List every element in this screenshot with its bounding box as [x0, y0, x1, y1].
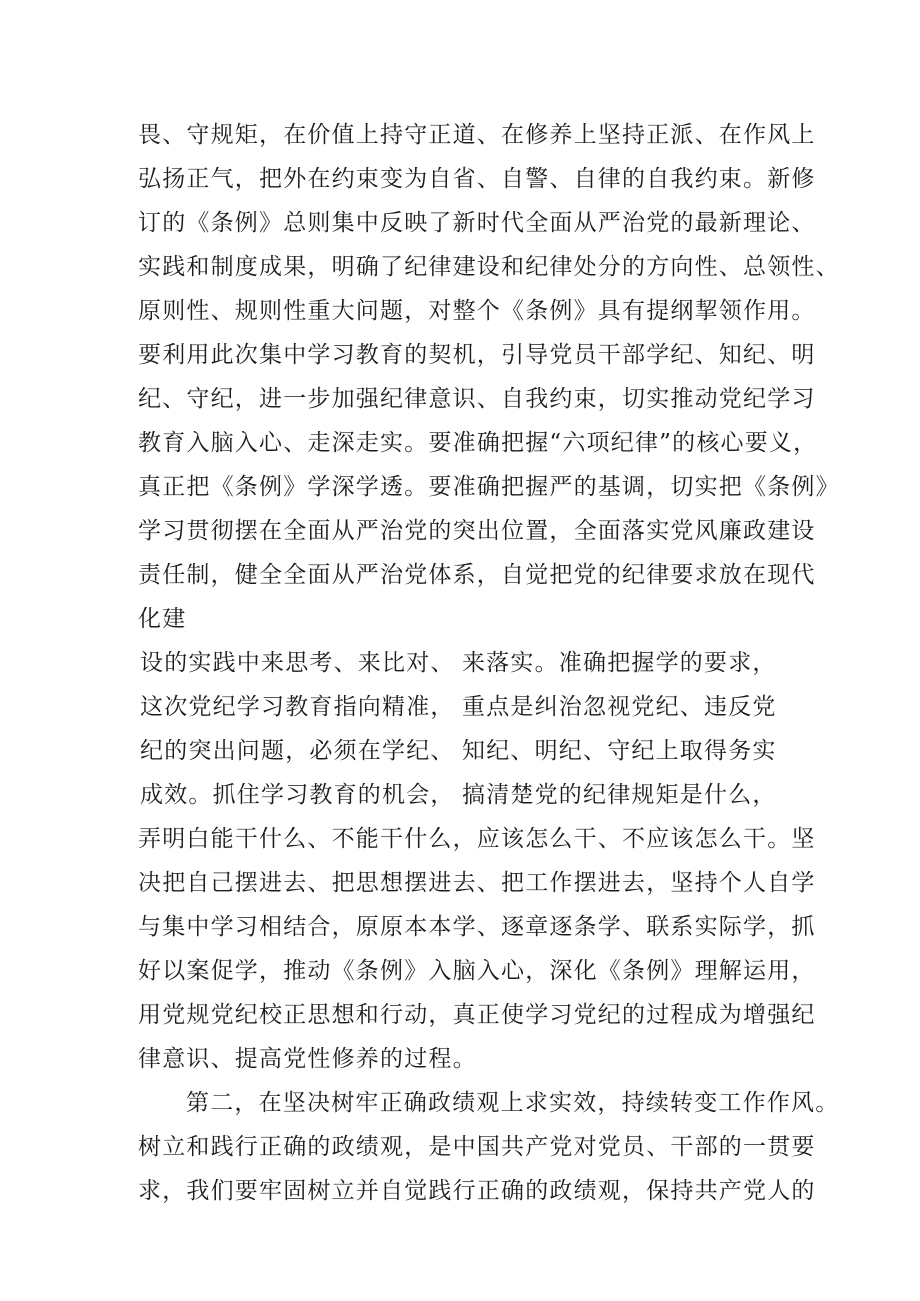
text-line: 求，我们要牢固树立并自觉践行正确的政绩观，保持共产党人的 [138, 1178, 816, 1204]
split-line-right: 重点是纠治忽视党纪、违反党 [462, 694, 777, 720]
text-line: 真正把《条例》学深学透。要准确把握严的基调，切实把《条例》 [138, 474, 840, 500]
text-line: 决把自己摆进去、把思想摆进去、把工作摆进去，坚持个人自学 [138, 870, 816, 896]
paragraph-first-line: 第二，在坚决树牢正确政绩观上求实效，持续转变工作作风。 [186, 1090, 840, 1116]
split-line-left: 设的实践中来思考、来比对、 [140, 650, 455, 676]
text-line: 学习贯彻摆在全面从严治党的突出位置，全面落实党风廉政建设 [138, 518, 816, 544]
text-line: 要利用此次集中学习教育的契机，引导党员干部学纪、知纪、明 [138, 342, 816, 368]
text-line: 教育入脑入心、走深走实。要准确把握“六项纪律”的核心要义， [138, 430, 818, 456]
text-line: 实践和制度成果，明确了纪律建设和纪律处分的方向性、总领性、 [138, 254, 840, 280]
split-line-right: 来落实。准确把握学的要求， [462, 650, 777, 676]
text-line: 树立和践行正确的政绩观，是中国共产党对党员、干部的一贯要 [138, 1134, 816, 1160]
text-line: 畏、守规矩，在价值上持守正道、在修养上坚持正派、在作风上 [138, 122, 816, 148]
text-line: 律意识、提高党性修养的过程。 [138, 1046, 477, 1072]
text-line: 化建 [138, 606, 187, 632]
split-line-right: 知纪、明纪、守纪上取得务实 [462, 738, 777, 764]
text-line: 纪、守纪，进一步加强纪律意识、自我约束，切实推动党纪学习 [138, 386, 816, 412]
split-line-left: 这次党纪学习教育指向精准， [140, 694, 455, 720]
text-line: 原则性、规则性重大问题，对整个《条例》具有提纲挈领作用。 [138, 298, 816, 324]
text-line: 好以案促学，推动《条例》入脑入心，深化《条例》理解运用， [138, 958, 816, 984]
split-line-left: 成效。抓住学习教育的机会， [140, 782, 455, 808]
text-line: 与集中学习相结合，原原本本学、逐章逐条学、联系实际学，抓 [138, 914, 816, 940]
text-line: 责任制，健全全面从严治党体系，自觉把党的纪律要求放在现代 [138, 562, 816, 588]
text-line: 用党规党纪校正思想和行动，真正使学习党纪的过程成为增强纪 [138, 1002, 816, 1028]
text-line: 弘扬正气，把外在约束变为自省、自警、自律的自我约束。新修 [138, 166, 816, 192]
split-line-left: 纪的突出问题，必须在学纪、 [140, 738, 455, 764]
text-line: 弄明白能干什么、不能干什么，应该怎么干、不应该怎么干。坚 [138, 826, 816, 852]
text-line: 订的《条例》总则集中反映了新时代全面从严治党的最新理论、 [138, 210, 816, 236]
split-line-right: 搞清楚党的纪律规矩是什么， [462, 782, 777, 808]
